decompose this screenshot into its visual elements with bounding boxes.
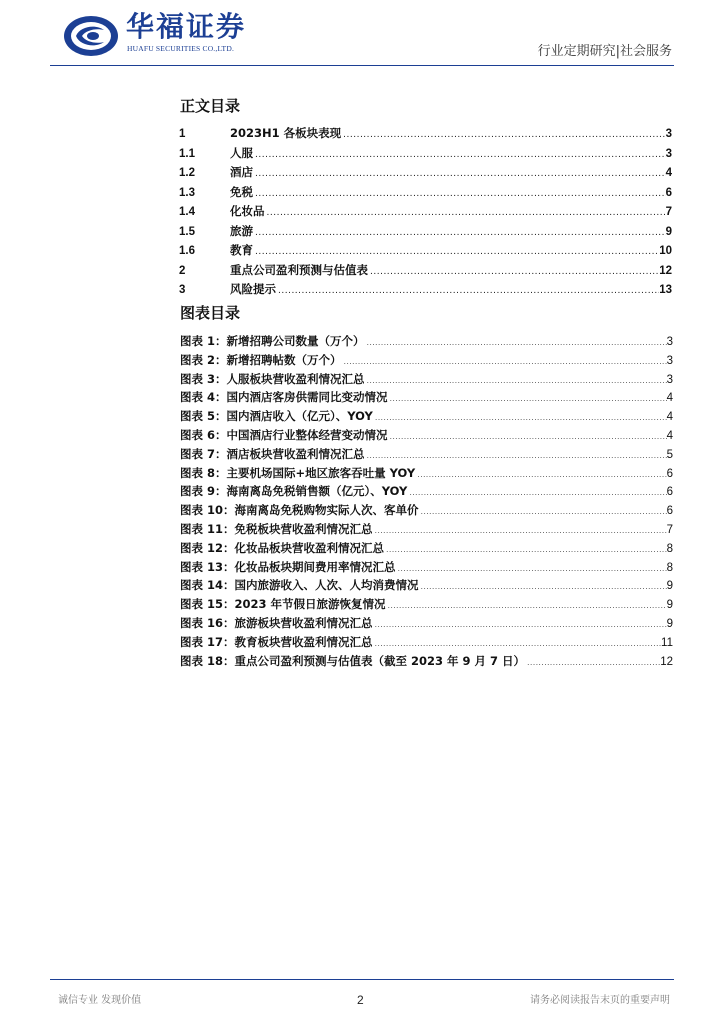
figure-item-label: 图表 14：国内旅游收入、人次、人均消费情况: [180, 578, 419, 593]
toc-item[interactable]: [179, 183, 672, 203]
figure-item[interactable]: [180, 539, 673, 558]
toc-item-number: 1.1: [179, 147, 195, 160]
footer-divider: [50, 979, 674, 980]
toc-item-number: 1.4: [179, 206, 195, 218]
figure-item-page: 4: [666, 429, 673, 442]
dot-leader: [398, 560, 667, 579]
figure-item-label: 图表 2：新增招聘帖数（万个）: [180, 352, 342, 367]
dot-leader: [386, 541, 667, 560]
dot-leader: [390, 428, 667, 447]
dot-leader: [527, 654, 660, 673]
huafu-logo-icon: [62, 14, 120, 58]
figure-item-page: 5: [666, 448, 673, 461]
toc-item-label: 化妆品: [230, 204, 265, 218]
page-number: 2: [357, 993, 364, 1007]
figure-item-label: 图表 12：化妆品板块营收盈利情况汇总: [180, 540, 385, 555]
toc-item[interactable]: [179, 144, 672, 164]
toc-item[interactable]: [179, 124, 672, 144]
report-category: 行业定期研究|社会服务: [537, 44, 672, 59]
dot-leader: [388, 597, 667, 616]
toc-item-label: 人服: [230, 145, 253, 160]
toc-item-label: 风险提示: [230, 282, 276, 296]
toc-item-page: 4: [665, 167, 672, 179]
dot-leader: [390, 390, 667, 409]
figure-item-page: 3: [666, 354, 673, 367]
figure-item-page: 12: [660, 655, 673, 668]
figure-item[interactable]: [180, 558, 673, 577]
dot-leader: [255, 224, 666, 244]
figure-item-page: 9: [666, 580, 673, 593]
figure-item[interactable]: [180, 351, 673, 370]
figure-item-label: 图表 5：国内酒店收入（亿元）、YOY: [180, 409, 373, 424]
toc-item[interactable]: [179, 261, 672, 281]
toc-item-label: 免税: [230, 184, 253, 199]
toc-item[interactable]: [179, 163, 672, 183]
figure-item-label: 图表 6：中国酒店行业整体经营变动情况: [180, 427, 388, 442]
figure-item[interactable]: [180, 370, 673, 389]
figure-item-label: 图表 1：新增招聘公司数量（万个）: [180, 334, 365, 348]
dot-leader: [367, 372, 667, 391]
figure-item-label: 图表 16：旅游板块营收盈利情况汇总: [180, 615, 373, 630]
figure-item[interactable]: [180, 332, 673, 351]
dot-leader: [255, 165, 666, 185]
figure-item-page: 6: [666, 486, 673, 499]
figure-item[interactable]: [180, 388, 673, 407]
toc-item-number: 3: [179, 284, 186, 296]
logo-chinese-name: 华福证券: [126, 10, 247, 43]
toc-item-label: 2023H1 各板块表现: [230, 126, 342, 140]
figure-item-page: 6: [666, 467, 673, 480]
page-header: [0, 0, 724, 70]
figure-item[interactable]: [180, 576, 673, 595]
figure-item[interactable]: [180, 445, 673, 464]
toc-item[interactable]: [179, 222, 672, 242]
figure-item[interactable]: [180, 614, 673, 633]
table-of-contents: [179, 124, 672, 300]
toc-item-number: 1.2: [179, 167, 195, 179]
dot-leader: [421, 503, 667, 522]
figure-item[interactable]: [180, 464, 673, 483]
figure-item-page: 6: [666, 505, 673, 518]
dot-leader: [255, 146, 666, 166]
figure-item-label: 图表 3：人服板块营收盈利情况汇总: [180, 371, 365, 386]
toc-item-number: 2: [179, 264, 186, 277]
dot-leader: [278, 282, 659, 302]
dot-leader: [421, 578, 667, 597]
toc-item-page: 6: [665, 186, 672, 199]
toc-item-page: 10: [659, 245, 672, 257]
figure-item-label: 图表 13：化妆品板块期间费用率情况汇总: [180, 559, 396, 574]
figure-item[interactable]: [180, 501, 673, 520]
toc-item-page: 3: [665, 147, 672, 160]
figure-item-label: 图表 8：主要机场国际+地区旅客吞吐量 YOY: [180, 465, 416, 480]
toc-item-number: 1.5: [179, 225, 195, 238]
figure-item-label: 图表 15：2023 年节假日旅游恢复情况: [180, 597, 386, 612]
dot-leader: [409, 484, 666, 503]
figure-item-label: 图表 11：免税板块营收盈利情况汇总: [180, 521, 373, 536]
toc-item-label: 酒店: [230, 165, 253, 179]
toc-item-page: 3: [665, 128, 672, 140]
figure-item-page: 4: [666, 392, 673, 405]
footer-disclaimer: 请务必阅读报告末页的重要声明: [530, 995, 670, 1006]
figure-item-label: 图表 10：海南离岛免税购物实际人次、客单价: [180, 503, 419, 518]
figure-item[interactable]: [180, 426, 673, 445]
figure-item-page: 7: [666, 523, 673, 536]
dot-leader: [344, 353, 667, 372]
toc-item-label: 旅游: [230, 223, 253, 238]
figure-item[interactable]: [180, 633, 673, 652]
toc-item[interactable]: [179, 241, 672, 261]
figure-item[interactable]: [180, 652, 673, 671]
toc-title: 正文目录: [180, 97, 241, 115]
dot-leader: [370, 263, 659, 283]
dot-leader: [375, 522, 667, 541]
dot-leader: [367, 334, 667, 353]
header-divider: [50, 65, 674, 66]
dot-leader: [417, 466, 666, 485]
toc-item-number: 1: [179, 128, 186, 140]
dot-leader: [343, 126, 665, 146]
toc-item-label: 教育: [230, 243, 253, 257]
toc-item-page: 12: [659, 264, 672, 277]
dot-leader: [375, 409, 667, 428]
dot-leader: [267, 204, 666, 224]
figure-item-label: 图表 9：海南离岛免税销售额（亿元）、YOY: [180, 484, 408, 499]
logo-english-name: HUAFU SECURITIES CO.,LTD.: [127, 44, 235, 53]
figure-list-title: 图表目录: [180, 304, 241, 322]
toc-item[interactable]: [179, 280, 672, 300]
list-of-figures: [180, 332, 673, 670]
figure-item-page: 8: [666, 542, 673, 555]
figure-item[interactable]: [180, 407, 673, 426]
figure-item-label: 图表 7：酒店板块营收盈利情况汇总: [180, 446, 365, 461]
toc-item-label: 重点公司盈利预测与估值表: [230, 262, 368, 277]
figure-item-page: 11: [661, 636, 673, 649]
toc-item-number: 1.3: [179, 186, 195, 199]
figure-item-page: 3: [666, 373, 673, 386]
toc-item[interactable]: [179, 202, 672, 222]
toc-item-number: 1.6: [179, 245, 195, 257]
dot-leader: [255, 185, 666, 205]
figure-item-label: 图表 4：国内酒店客房供需同比变动情况: [180, 390, 388, 405]
toc-item-page: 7: [665, 206, 672, 218]
dot-leader: [375, 616, 667, 635]
toc-item-page: 9: [665, 225, 672, 238]
figure-item[interactable]: [180, 520, 673, 539]
figure-item[interactable]: [180, 482, 673, 501]
figure-item-label: 图表 17：教育板块营收盈利情况汇总: [180, 634, 373, 649]
figure-item-page: 8: [666, 561, 673, 574]
figure-item-page: 9: [666, 617, 673, 630]
figure-item-page: 9: [666, 599, 673, 612]
figure-item[interactable]: [180, 595, 673, 614]
figure-item-label: 图表 18：重点公司盈利预测与估值表（截至 2023 年 9 月 7 日）: [180, 653, 526, 668]
figure-item-page: 3: [666, 336, 673, 348]
figure-item-page: 4: [666, 411, 673, 424]
footer-slogan: 诚信专业 发现价值: [58, 995, 142, 1006]
toc-item-page: 13: [659, 284, 672, 296]
